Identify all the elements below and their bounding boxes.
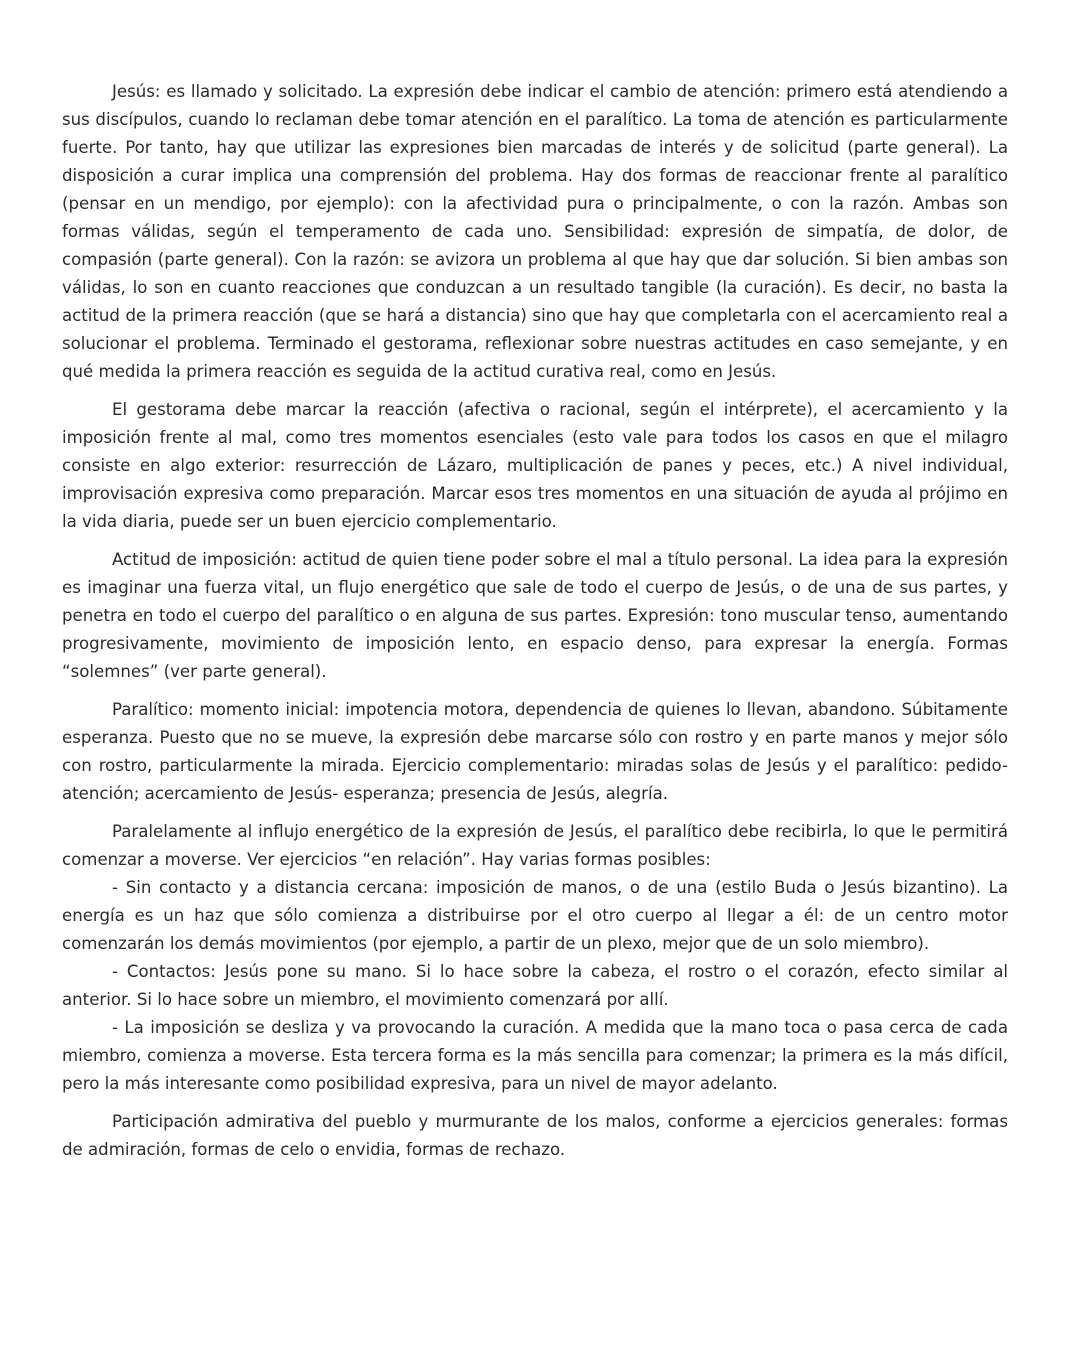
paragraph-contactos: - Contactos: Jesús pone su mano. Si lo hace sobre la cabeza, el rostro o el corazón, efecto similar al anterior. Si lo hace sobre un miembro, el movimiento comenzará por allí. [62, 962, 1008, 1009]
paragraph-sin-contacto: - Sin contacto y a distancia cercana: imposición de manos, o de una (estilo Buda o Jesús bizantino). La energía es un haz que sólo comienza a distribuirse por el otro cuerpo al llegar a él: de un centro motor comenzarán los demás movimientos (por ejemplo, a partir de un plexo, mejor que de un solo miembro). [62, 878, 1008, 953]
paragraph-jesus-llamado: Jesús: es llamado y solicitado. La expresión debe indicar el cambio de atención: primero está atendiendo a sus discípulos, cuando lo reclaman debe tomar atención en el paralítico. La toma de atención es particularmente fuerte. Por tanto, hay que utilizar las expresiones bien marcadas de interés y de solicitud (parte general). La disposición a curar implica una comprensión del problema. Hay dos formas de reaccionar frente al paralítico (pensar en un mendigo, por ejemplo): con la afectividad pura o principalmente, o con la razón. Ambas son formas válidas, según el temperamento de cada uno. Sensibilidad: expresión de simpatía, de dolor, de compasión (parte general). Con la razón: se avizora un problema al que hay que dar solución. Si bien ambas son válidas, lo son en cuanto reacciones que conduzcan a un resultado tangible (la curación). Es decir, no basta la actitud de la primera reacción (que se hará a distancia) sino que hay que completarla con el acercamiento real a solucionar el problema. Terminado el gestorama, reflexionar sobre nuestras actitudes en caso semejante, y en qué medida la primera reacción es seguida de la actitud curativa real, como en Jesús. [62, 82, 1008, 381]
paragraph-actitud-imposicion: Actitud de imposición: actitud de quien tiene poder sobre el mal a título personal. La idea para la expresión es imaginar una fuerza vital, un flujo energético que sale de todo el cuerpo de Jesús, o de una de sus partes, y penetra en todo el cuerpo del paralítico o en alguna de sus partes. Expresión: tono muscular tenso, aumentando progresivamente, movimiento de imposición lento, en espacio denso, para expresar la energía. Formas “solemnes” (ver parte general). [62, 550, 1008, 681]
paragraph-paralitico: Paralítico: momento inicial: impotencia motora, dependencia de quienes lo llevan, abandono. Súbitamente esperanza. Puesto que no se mueve, la expresión debe marcarse sólo con rostro y en parte manos y mejor sólo con rostro, particularmente la mirada. Ejercicio complementario: miradas solas de Jesús y el paralítico: pedido-atención; acercamiento de Jesús- esperanza; presencia de Jesús, alegría. [62, 700, 1008, 803]
paragraph-gestorama: El gestorama debe marcar la reacción (afectiva o racional, según el intérprete), el acercamiento y la imposición frente al mal, como tres momentos esenciales (esto vale para todos los casos en que el milagro consiste en algo exterior: resurrección de Lázaro, multiplicación de panes y peces, etc.) A nivel individual, improvisación expresiva como preparación. Marcar esos tres momentos en una situación de ayuda al prójimo en la vida diaria, puede ser un buen ejercicio complementario. [62, 400, 1008, 531]
paragraph-participacion: Participación admirativa del pueblo y murmurante de los malos, conforme a ejercicios generales: formas de admiración, formas de celo o envidia, formas de rechazo. [62, 1112, 1008, 1159]
document-body [62, 78, 1008, 1164]
paragraph-imposicion-desliza: - La imposición se desliza y va provocando la curación. A medida que la mano toca o pasa cerca de cada miembro, comienza a moverse. Esta tercera forma es la más sencilla para comenzar; la primera es la más difícil, pero la más interesante como posibilidad expresiva, para un nivel de mayor adelanto. [62, 1018, 1008, 1093]
paragraph-paralelamente: Paralelamente al influjo energético de la expresión de Jesús, el paralítico debe recibirla, lo que le permitirá comenzar a moverse. Ver ejercicios “en relación”. Hay varias formas posibles: [62, 822, 1008, 869]
